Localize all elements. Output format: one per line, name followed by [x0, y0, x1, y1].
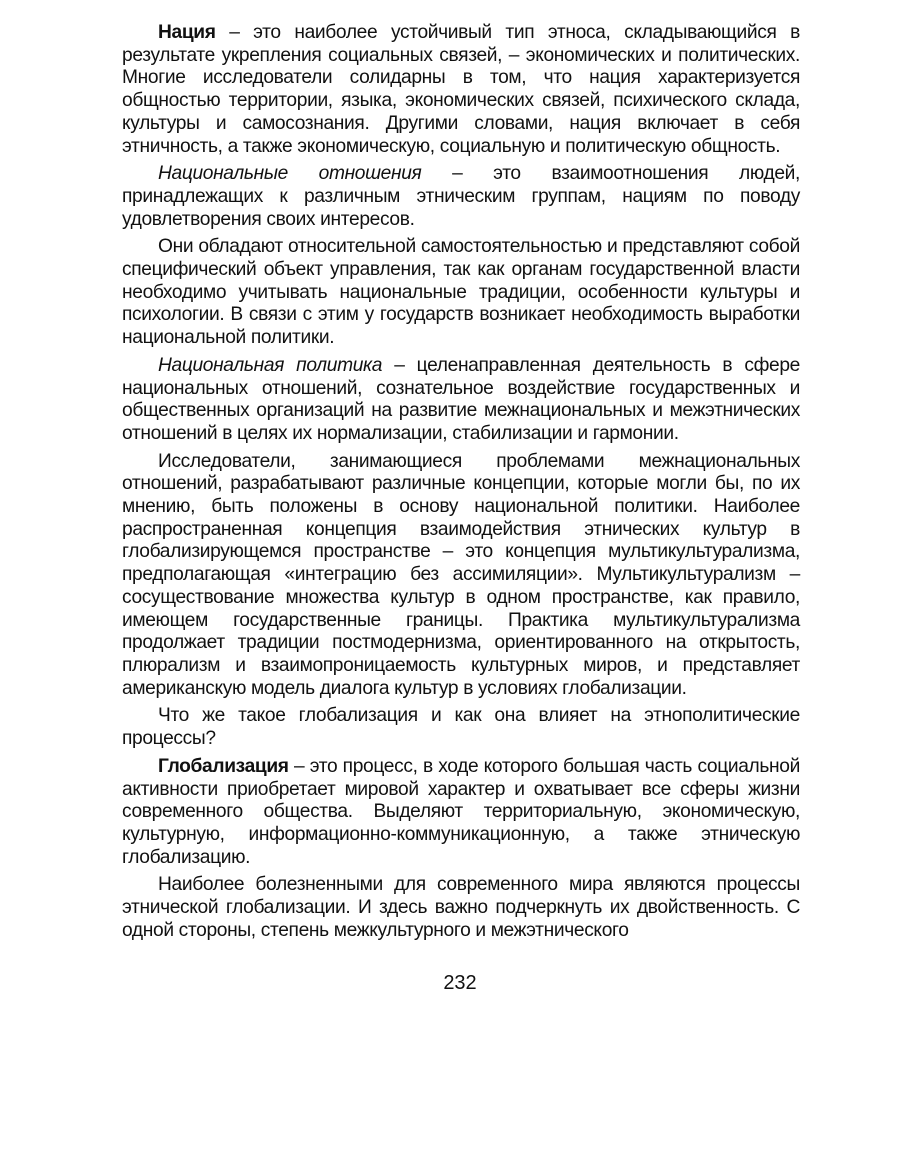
paragraph-question	[122, 705, 800, 750]
paragraph-multiculturalism	[122, 451, 800, 701]
paragraph-national-policy	[122, 355, 800, 446]
paragraph-globalization	[122, 756, 800, 870]
paragraph-text: Наиболее болезненными для современного мира являются процессы этнической глобализации. И здесь важно подчеркнуть их двойственность. С одной стороны, степень межкультурного и межэтнического	[122, 874, 800, 941]
term-nation: Нация	[158, 22, 216, 43]
paragraph-nation	[122, 22, 800, 158]
paragraph-text: Что же такое глобализация и как она влияет на этнополитические процессы?	[122, 705, 800, 750]
paragraph-text: – это процесс, в ходе которого большая часть социальной активности приобретает мировой характер и охватывает все сферы жизни современного общества. Выделяют территориальную, экономическую, культурную, информационно-коммуникационную, а также этническую глобализацию.	[122, 755, 800, 868]
paragraph-text: – это наиболее устойчивый тип этноса, складывающийся в результате укрепления социальных связей, – экономических и политических. Многие исследователи солидарны в том, что нация характеризуется общностью территории, языка, экономических связей, психического склада, культуры и самосознания. Другими словами, нация включает в себя этничность, а также экономическую, социальную и политическую общность.	[122, 22, 800, 157]
term-globalization: Глобализация	[158, 755, 289, 777]
paragraph-text: – это взаимоотношения людей, принадлежащих к различным этническим группам, нациям по поводу удовлетворения своих интересов.	[122, 163, 800, 230]
paragraph-ethnic-globalization	[122, 874, 800, 942]
paragraph-text: – целенаправленная деятельность в сфере национальных отношений, сознательное воздействие государственных и общественных организаций на развитие межнациональных и межэтнических отношений в целях их нормализации, стабилизации и гармонии.	[122, 354, 800, 444]
paragraph-text: Исследователи, занимающиеся проблемами межнациональных отношений, разрабатывают различные концепции, которые могли бы, по их мнению, быть положены в основу национальной политики. Наиболее распространенная концепция взаимодействия этнических культур в глобализирующемся пространстве – это концепция мультикультурализма, предполагающая «интеграцию без ассимиляции». Мультикультурализм – сосуществование множества культур в одном пространстве, как правило, имеющем государственные границы. Практика мультикультурализма продолжает традиции постмодернизма, ориентированного на открытость, плюрализм и взаимопроницаемость культурных миров, и представляет американскую модель диалога культур в условиях глобализации.	[122, 450, 800, 699]
term-national-relations: Национальные отношения	[158, 163, 422, 185]
term-national-policy: Национальная политика	[158, 354, 383, 376]
page-number: 232	[443, 972, 477, 994]
page-text-body	[122, 22, 800, 947]
paragraph-national-relations	[122, 163, 800, 231]
paragraph-relations-autonomy	[122, 236, 800, 350]
paragraph-text: Они обладают относительной самостоятельностью и представляют собой специфический объект управления, так как органам государственной власти необходимо учитывать национальные традиции, особенности культуры и психологии. В связи с этим у государств возникает необходимость выработки национальной политики.	[122, 236, 800, 349]
